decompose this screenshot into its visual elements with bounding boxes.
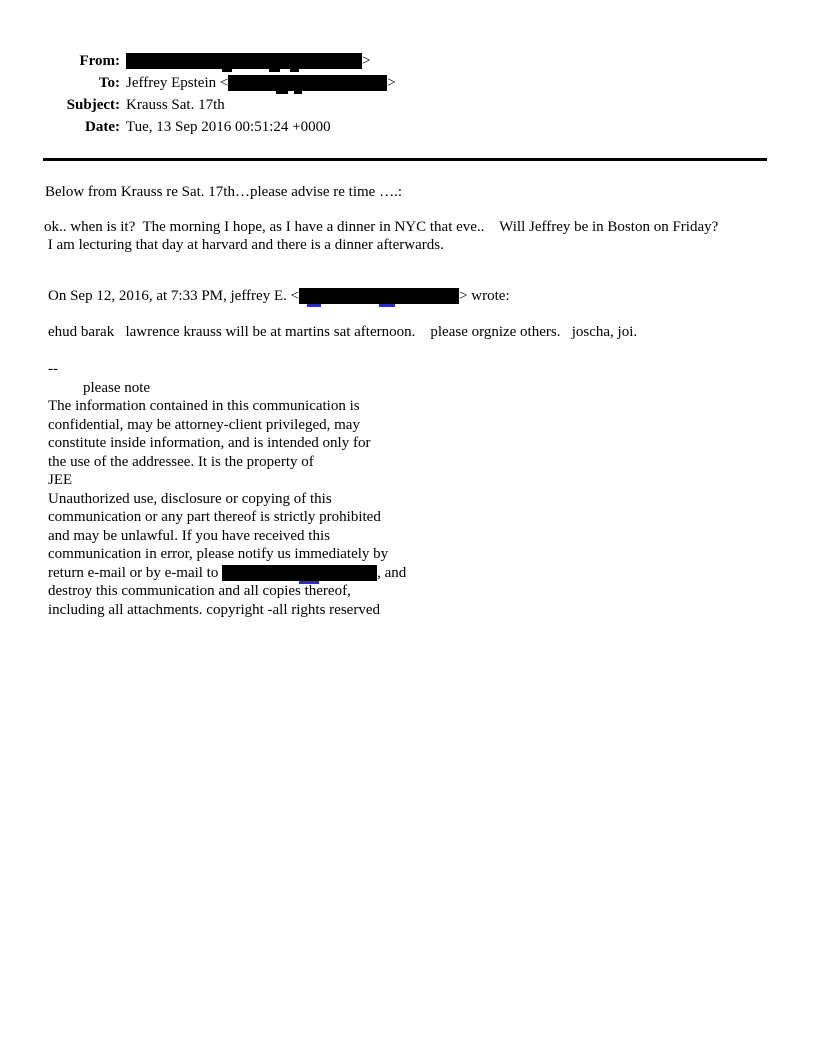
redaction-bar-from (126, 53, 362, 69)
header-divider (43, 158, 767, 161)
attribution-prefix: On Sep 12, 2016, at 7:33 PM, jeffrey E. < (48, 288, 300, 304)
disclaimer-line: confidential, may be attorney-client privileged, may (48, 416, 360, 433)
disclaimer-line: JEE (48, 472, 73, 488)
to-recipient-name: Jeffrey Epstein < (126, 75, 229, 91)
from-label: From: (79, 53, 120, 69)
descender-fragment (269, 69, 280, 72)
disclaimer-redacted-line (48, 564, 816, 583)
attribution-suffix: > wrote: (459, 288, 510, 304)
redaction-bar-signature-email (222, 565, 377, 581)
signature-note-heading: please note (83, 379, 151, 396)
quoted-message: ehud barak lawrence krauss will be at martins sat afternoon. please orgnize others. joscha, joi. (48, 324, 638, 340)
disclaimer-line: and may be unlawful. If you have received this (48, 527, 330, 544)
redacted-line-prefix: return e-mail or by e-mail to (48, 564, 223, 581)
descender-fragment (379, 304, 395, 307)
disclaimer-line: destroy this communication and all copies thereof, (48, 583, 351, 599)
to-value (126, 72, 396, 94)
disclaimer-line: the use of the addressee. It is the property of (48, 453, 314, 470)
reply-line-1: ok.. when is it? The morning I hope, as I have a dinner in NYC that eve.. Will Jeffrey be in Boston on Friday? (44, 219, 719, 235)
disclaimer-line: communication or any part thereof is strictly prohibited (48, 509, 381, 525)
date-value: Tue, 13 Sep 2016 00:51:24 +0000 (126, 119, 331, 135)
date-label: Date: (85, 119, 120, 135)
descender-fragment (294, 91, 302, 94)
descender-fragment (290, 69, 299, 72)
disclaimer-line: Unauthorized use, disclosure or copying of this (48, 490, 332, 507)
to-suffix: > (387, 75, 396, 91)
header-row-to (0, 72, 816, 94)
header-row-date (0, 116, 816, 138)
header-row-subject (0, 94, 816, 116)
email-header (0, 50, 816, 138)
disclaimer-line: The information contained in this communication is (48, 398, 360, 414)
to-label: To: (98, 75, 120, 91)
signature-separator: -- (48, 361, 58, 377)
subject-value: Krauss Sat. 17th (126, 97, 225, 113)
quote-attribution (48, 287, 816, 305)
descender-fragment (299, 581, 319, 584)
disclaimer-line: constitute inside information, and is intended only for (48, 435, 371, 451)
intro-line: Below from Krauss re Sat. 17th…please advise re time ….: (45, 184, 402, 200)
reply-line-2: I am lecturing that day at harvard and there is a dinner afterwards. (44, 237, 444, 253)
descender-fragment (307, 304, 321, 307)
from-suffix: > (362, 53, 371, 69)
disclaimer-line: communication in error, please notify us immediately by (48, 546, 389, 562)
redacted-line-suffix: , and (377, 564, 407, 581)
descender-fragment (276, 91, 288, 94)
redaction-bar-quoted-email (299, 288, 459, 304)
subject-label: Subject: (66, 97, 120, 113)
disclaimer-line: including all attachments. copyright -all rights reserved (48, 601, 380, 618)
signature-block (48, 360, 816, 619)
from-value (126, 50, 370, 72)
reply-paragraph (44, 218, 816, 254)
header-row-from (0, 50, 816, 72)
descender-fragment (222, 69, 232, 72)
redaction-bar-to (228, 75, 387, 91)
